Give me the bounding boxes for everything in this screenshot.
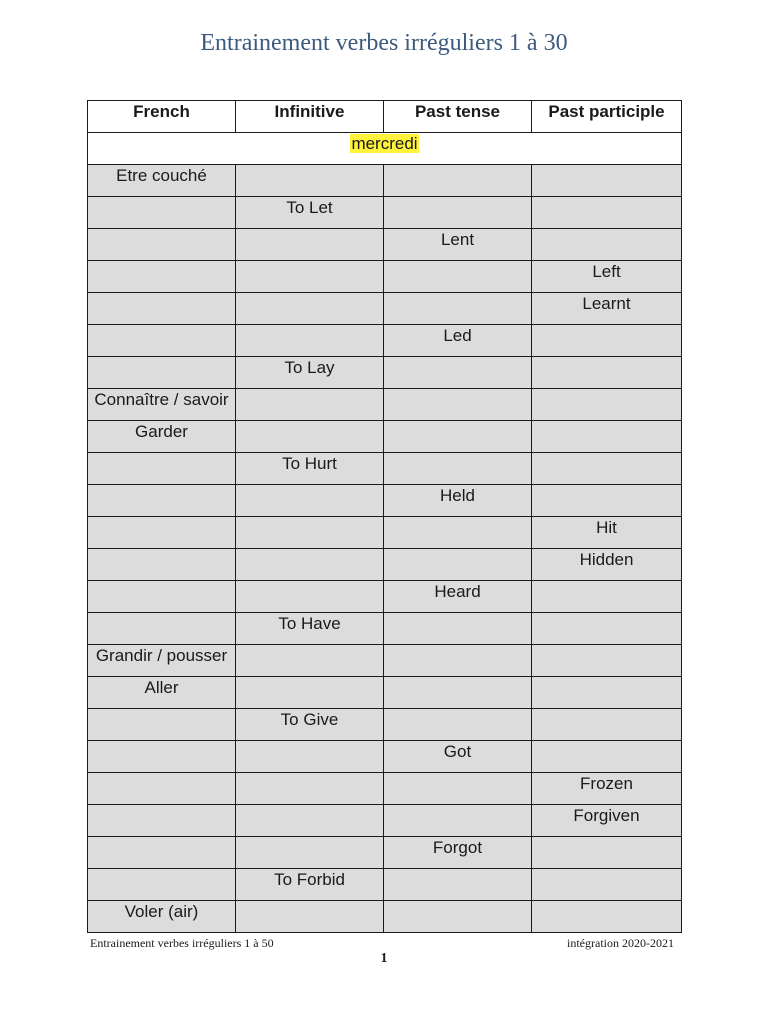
footer-left: Entrainement verbes irréguliers 1 à 50 <box>90 936 274 950</box>
cell-french[interactable] <box>88 549 236 581</box>
cell-french[interactable]: Etre couché <box>88 165 236 197</box>
cell-french[interactable] <box>88 229 236 261</box>
cell-past-tense[interactable] <box>384 805 532 837</box>
cell-past-tense[interactable] <box>384 421 532 453</box>
cell-past-tense[interactable] <box>384 197 532 229</box>
cell-past-tense[interactable] <box>384 645 532 677</box>
day-cell <box>88 133 682 165</box>
cell-past-tense[interactable]: Lent <box>384 229 532 261</box>
cell-past-tense[interactable] <box>384 453 532 485</box>
cell-past-tense[interactable] <box>384 869 532 901</box>
table-row <box>88 261 682 293</box>
cell-french[interactable] <box>88 773 236 805</box>
cell-past-participle[interactable] <box>532 581 682 613</box>
cell-past-participle[interactable]: Hit <box>532 517 682 549</box>
cell-infinitive[interactable] <box>236 261 384 293</box>
cell-infinitive[interactable] <box>236 485 384 517</box>
table-row <box>88 901 682 933</box>
cell-french[interactable]: Connaître / savoir <box>88 389 236 421</box>
cell-french[interactable] <box>88 261 236 293</box>
cell-past-participle[interactable] <box>532 357 682 389</box>
cell-past-tense[interactable] <box>384 261 532 293</box>
cell-past-participle[interactable] <box>532 229 682 261</box>
cell-past-participle[interactable] <box>532 325 682 357</box>
page-title: Entrainement verbes irréguliers 1 à 30 <box>200 30 568 56</box>
day-row <box>88 133 682 165</box>
table-row <box>88 869 682 901</box>
table-row <box>88 421 682 453</box>
cell-past-participle[interactable]: Learnt <box>532 293 682 325</box>
cell-french[interactable] <box>88 197 236 229</box>
cell-french[interactable] <box>88 869 236 901</box>
cell-past-tense[interactable]: Led <box>384 325 532 357</box>
table-row <box>88 709 682 741</box>
table-row <box>88 325 682 357</box>
table-row <box>88 517 682 549</box>
table-row <box>88 485 682 517</box>
cell-infinitive[interactable] <box>236 229 384 261</box>
cell-infinitive[interactable]: To Hurt <box>236 453 384 485</box>
cell-past-participle[interactable]: Left <box>532 261 682 293</box>
cell-infinitive[interactable] <box>236 293 384 325</box>
cell-infinitive[interactable] <box>236 901 384 933</box>
page-number: 1 <box>380 951 388 966</box>
table-row <box>88 805 682 837</box>
cell-past-tense[interactable] <box>384 517 532 549</box>
cell-french[interactable] <box>88 357 236 389</box>
cell-infinitive[interactable] <box>236 805 384 837</box>
cell-french[interactable] <box>88 741 236 773</box>
cell-french[interactable]: Grandir / pousser <box>88 645 236 677</box>
cell-infinitive[interactable] <box>236 389 384 421</box>
cell-past-tense[interactable]: Forgot <box>384 837 532 869</box>
cell-infinitive[interactable]: To Lay <box>236 357 384 389</box>
cell-past-participle[interactable] <box>532 613 682 645</box>
cell-french[interactable] <box>88 805 236 837</box>
cell-infinitive[interactable]: To Have <box>236 613 384 645</box>
cell-infinitive[interactable] <box>236 741 384 773</box>
cell-past-tense[interactable] <box>384 357 532 389</box>
cell-past-tense[interactable] <box>384 549 532 581</box>
cell-past-participle[interactable] <box>532 197 682 229</box>
table-row <box>88 837 682 869</box>
cell-infinitive[interactable] <box>236 517 384 549</box>
cell-past-participle[interactable] <box>532 645 682 677</box>
cell-past-tense[interactable] <box>384 613 532 645</box>
cell-infinitive[interactable] <box>236 645 384 677</box>
header-french: French <box>88 101 236 133</box>
cell-infinitive[interactable] <box>236 165 384 197</box>
cell-french[interactable] <box>88 709 236 741</box>
table-row <box>88 229 682 261</box>
table-row <box>88 389 682 421</box>
table-row <box>88 165 682 197</box>
cell-french[interactable] <box>88 517 236 549</box>
cell-past-participle[interactable] <box>532 901 682 933</box>
cell-past-tense[interactable] <box>384 773 532 805</box>
table-row <box>88 645 682 677</box>
table-row <box>88 613 682 645</box>
cell-past-participle[interactable] <box>532 741 682 773</box>
cell-past-participle[interactable] <box>532 485 682 517</box>
cell-past-participle[interactable]: Forgiven <box>532 805 682 837</box>
cell-past-tense[interactable] <box>384 293 532 325</box>
cell-past-participle[interactable] <box>532 709 682 741</box>
header-past-tense: Past tense <box>384 101 532 133</box>
cell-past-tense[interactable]: Heard <box>384 581 532 613</box>
cell-past-tense[interactable] <box>384 677 532 709</box>
header-infinitive: Infinitive <box>236 101 384 133</box>
cell-infinitive[interactable] <box>236 677 384 709</box>
cell-infinitive[interactable] <box>236 421 384 453</box>
cell-past-participle[interactable] <box>532 421 682 453</box>
table-row <box>88 197 682 229</box>
cell-infinitive[interactable] <box>236 773 384 805</box>
cell-past-tense[interactable] <box>384 389 532 421</box>
header-past-participle: Past participle <box>532 101 682 133</box>
cell-past-participle[interactable] <box>532 453 682 485</box>
table-header-row <box>88 101 682 133</box>
cell-french[interactable] <box>88 325 236 357</box>
table-row <box>88 549 682 581</box>
table-row <box>88 581 682 613</box>
cell-past-tense[interactable] <box>384 709 532 741</box>
cell-french[interactable] <box>88 581 236 613</box>
cell-past-participle[interactable] <box>532 869 682 901</box>
cell-past-participle[interactable]: Hidden <box>532 549 682 581</box>
cell-past-participle[interactable] <box>532 165 682 197</box>
cell-french[interactable]: Aller <box>88 677 236 709</box>
cell-past-participle[interactable] <box>532 389 682 421</box>
day-label: mercredi <box>351 134 418 153</box>
cell-past-participle[interactable] <box>532 677 682 709</box>
cell-infinitive[interactable] <box>236 581 384 613</box>
cell-infinitive[interactable] <box>236 549 384 581</box>
cell-french[interactable] <box>88 453 236 485</box>
cell-french[interactable] <box>88 485 236 517</box>
table-row <box>88 453 682 485</box>
footer-right: intégration 2020-2021 <box>567 936 674 950</box>
cell-infinitive[interactable] <box>236 837 384 869</box>
cell-past-tense[interactable] <box>384 901 532 933</box>
cell-french[interactable]: Garder <box>88 421 236 453</box>
table-row <box>88 357 682 389</box>
table-row <box>88 293 682 325</box>
cell-past-participle[interactable] <box>532 837 682 869</box>
cell-french[interactable] <box>88 293 236 325</box>
table-row <box>88 773 682 805</box>
cell-french[interactable] <box>88 613 236 645</box>
cell-past-participle[interactable]: Frozen <box>532 773 682 805</box>
cell-infinitive[interactable]: To Let <box>236 197 384 229</box>
cell-infinitive[interactable]: To Forbid <box>236 869 384 901</box>
cell-past-tense[interactable]: Held <box>384 485 532 517</box>
cell-french[interactable] <box>88 837 236 869</box>
verbs-table <box>87 100 682 933</box>
cell-infinitive[interactable]: To Give <box>236 709 384 741</box>
cell-past-tense[interactable]: Got <box>384 741 532 773</box>
table-row <box>88 741 682 773</box>
cell-past-tense[interactable] <box>384 165 532 197</box>
cell-french[interactable]: Voler (air) <box>88 901 236 933</box>
cell-infinitive[interactable] <box>236 325 384 357</box>
table-row <box>88 677 682 709</box>
